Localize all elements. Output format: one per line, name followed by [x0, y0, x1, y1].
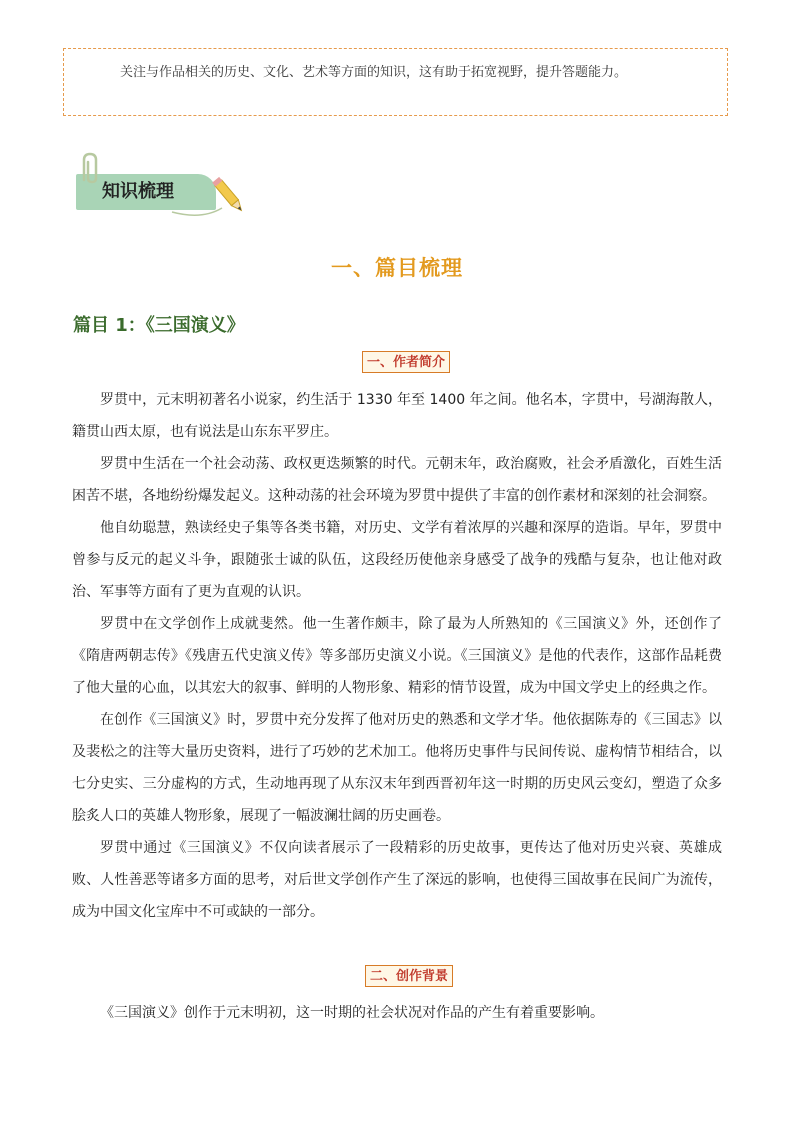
badge-label: 知识梳理: [76, 174, 216, 210]
subsection-heading-background: 二、创作背景: [365, 965, 453, 987]
paragraph: 罗贯中在文学创作上成就斐然。他一生著作颇丰，除了最为人所熟知的《三国演义》外，还创作了《隋唐两朝志传》《残唐五代史演义传》等多部历史演义小说。《三国演义》是他的代表作，这部作品耗费了他大量的心血，以其宏大的叙事、鲜明的人物形象、精彩的情节设置，成为中国文学史上的经典之作。: [72, 616, 722, 696]
chapter-title: 篇目 1：《三国演义》: [73, 315, 245, 336]
section-title: 一、篇目梳理: [331, 256, 463, 280]
tip-text: 关注与作品相关的历史、文化、艺术等方面的知识，这有助于拓宽视野，提升答题能力。: [120, 65, 628, 80]
paperclip-pencil-icon: [72, 150, 262, 225]
paragraph: 罗贯中生活在一个社会动荡、政权更迭频繁的时代。元朝末年，政治腐败，社会矛盾激化，百姓生活困苦不堪，各地纷纷爆发起义。这种动荡的社会环境为罗贯中提供了丰富的创作素材和深刻的社会洞察。: [72, 456, 722, 504]
knowledge-badge: [72, 150, 262, 225]
paragraph: 他自幼聪慧，熟读经史子集等各类书籍，对历史、文学有着浓厚的兴趣和深厚的造诣。早年，罗贯中曾参与反元的起义斗争，跟随张士诚的队伍，这段经历使他亲身感受了战争的残酷与复杂，也让他对政治、军事等方面有了更为直观的认识。: [72, 520, 722, 600]
subsection-heading-author: 一、作者简介: [362, 351, 450, 373]
paragraph: 《三国演义》创作于元末明初，这一时期的社会状况对作品的产生有着重要影响。: [100, 1005, 604, 1021]
paragraph: 在创作《三国演义》时，罗贯中充分发挥了他对历史的熟悉和文学才华。他依据陈寿的《三国志》以及裴松之的注等大量历史资料，进行了巧妙的艺术加工。他将历史事件与民间传说、虚构情节相结合，以七分史实、三分虚构的方式，生动地再现了从东汉末年到西晋初年这一时期的历史风云变幻，塑造了众多脍炙人口的英雄人物形象，展现了一幅波澜壮阔的历史画卷。: [72, 712, 722, 824]
paragraph: 罗贯中，元末明初著名小说家，约生活于 1330 年至 1400 年之间。他名本，字贯中，号湖海散人，籍贯山西太原，也有说法是山东东平罗庄。: [72, 392, 722, 440]
paragraph: 罗贯中通过《三国演义》不仅向读者展示了一段精彩的历史故事，更传达了他对历史兴衰、英雄成败、人性善恶等诸多方面的思考，对后世文学创作产生了深远的影响，也使得三国故事在民间广为流传，成为中国文化宝库中不可或缺的一部分。: [72, 840, 722, 920]
tip-box: [63, 48, 728, 116]
